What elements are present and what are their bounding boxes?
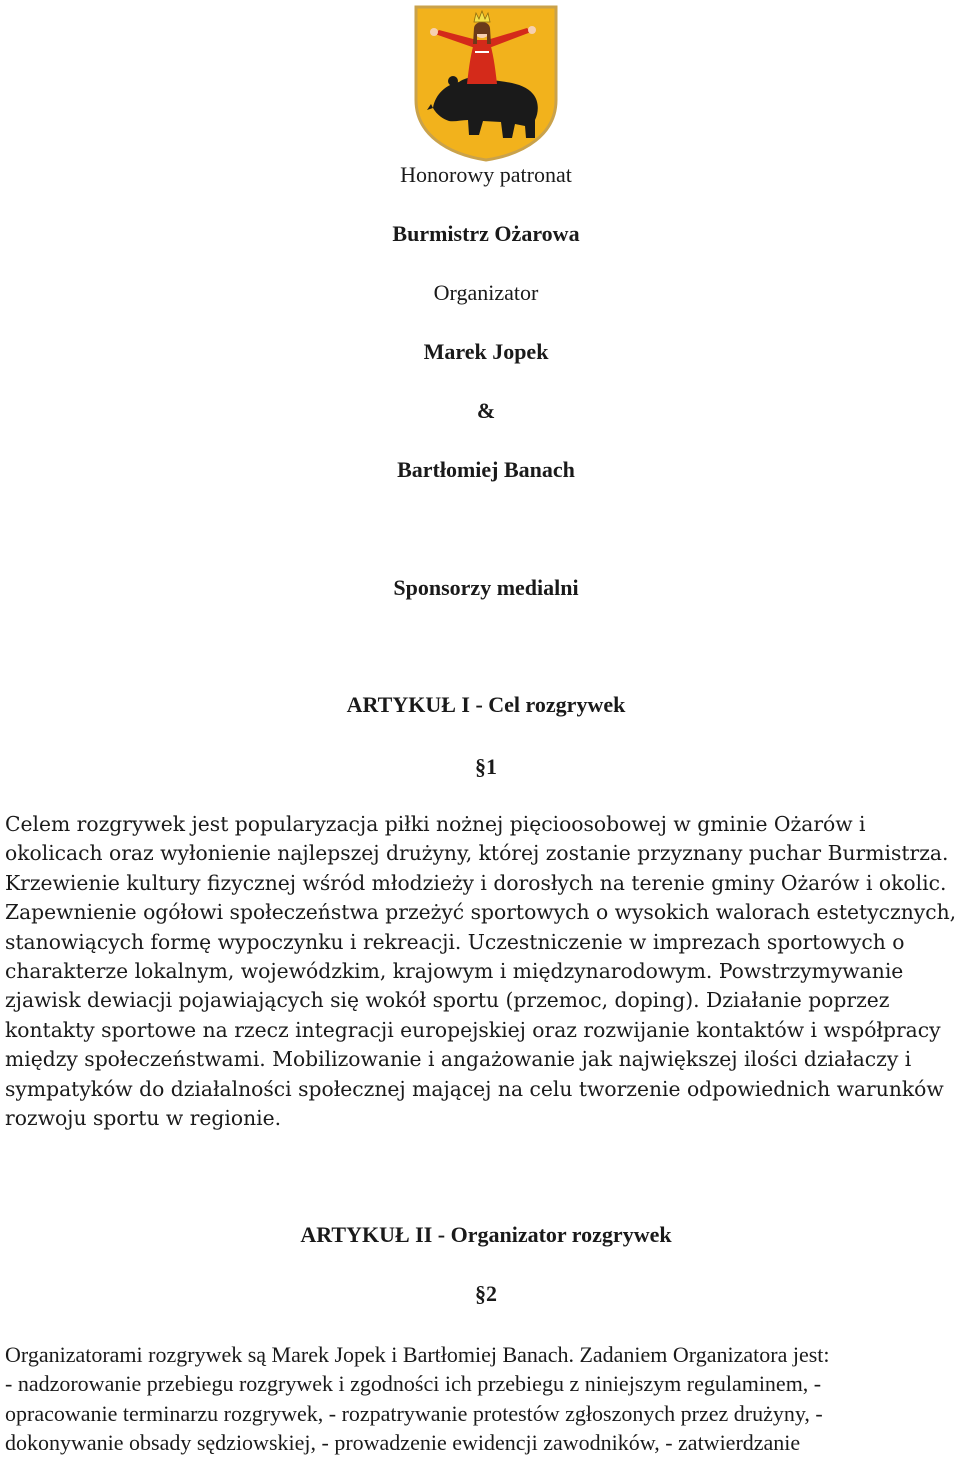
- article-1-paragraph: [5, 810, 960, 1133]
- article-2-paragraph: [5, 1340, 960, 1458]
- paragraph-line: stanowiących formę wypoczynku i rekreacji. Uczestniczenie w imprezach sportowych o: [5, 929, 905, 954]
- organizer-label: Organizator: [433, 280, 539, 305]
- section-2-marker: §2: [475, 1281, 497, 1306]
- paragraph-line: kontakty sportowe na rzecz integracji europejskiej oraz rozwijanie kontaktów i współpracy: [5, 1017, 941, 1042]
- paragraph-line: okolicach oraz wyłonienie najlepszej drużyny, której zostanie przyznany puchar Burmistrza.: [5, 841, 949, 866]
- paragraph-line: między społeczeństwami. Mobilizowanie i angażowanie jak największej ilości działaczy i: [5, 1047, 912, 1072]
- patron-label: Honorowy patronat: [400, 162, 572, 187]
- coat-of-arms-logo: [413, 4, 559, 162]
- article-2-heading: ARTYKUŁ II - Organizator rozgrywek: [300, 1222, 672, 1247]
- paragraph-line: Krzewienie kultury fizycznej wśród młodzieży i dorosłych na terenie gminy Ożarów i okolic.: [5, 870, 947, 895]
- paragraph-line: dokonywanie obsady sędziowskiej, - prowadzenie ewidencji zawodników, - zatwierdzanie: [5, 1430, 801, 1456]
- organizer-name-1: Marek Jopek: [423, 339, 549, 364]
- paragraph-line: zjawisk dewiacji pojawiających się wokół sportu (przemoc, doping). Działanie poprzez: [5, 988, 890, 1013]
- paragraph-line: Organizatorami rozgrywek są Marek Jopek i Bartłomiej Banach. Zadaniem Organizatora jest:: [5, 1342, 830, 1367]
- paragraph-line: Celem rozgrywek jest popularyzacja piłki nożnej pięcioosobowej w gminie Ożarów i: [5, 812, 866, 836]
- paragraph-line: - nadzorowanie przebiegu rozgrywek i zgodności ich przebiegu z niniejszym regulaminem, -: [5, 1371, 822, 1397]
- media-sponsors-heading: Sponsorzy medialni: [393, 575, 579, 600]
- section-1-marker: §1: [475, 754, 497, 779]
- paragraph-line: sympatyków do działalności społecznej mającej na celu tworzenie odpowiednich warunków: [5, 1076, 944, 1101]
- paragraph-line: rozwoju sportu w regionie.: [5, 1106, 282, 1131]
- patron-name: Burmistrz Ożarowa: [392, 221, 580, 246]
- paragraph-line: opracowanie terminarzu rozgrywek, - rozpatrywanie protestów zgłoszonych przez drużyny, -: [5, 1400, 823, 1426]
- organizer-name-2: Bartłomiej Banach: [397, 457, 575, 482]
- paragraph-line: charakterze lokalnym, wojewódzkim, krajowym i międzynarodowym. Powstrzymywanie: [5, 959, 904, 984]
- paragraph-line: Zapewnienie ogółowi społeczeństwa przeżyć sportowych o wysokich walorach estetycznych,: [5, 900, 957, 925]
- ampersand: &: [476, 398, 496, 423]
- article-1-heading: ARTYKUŁ I - Cel rozgrywek: [346, 692, 626, 717]
